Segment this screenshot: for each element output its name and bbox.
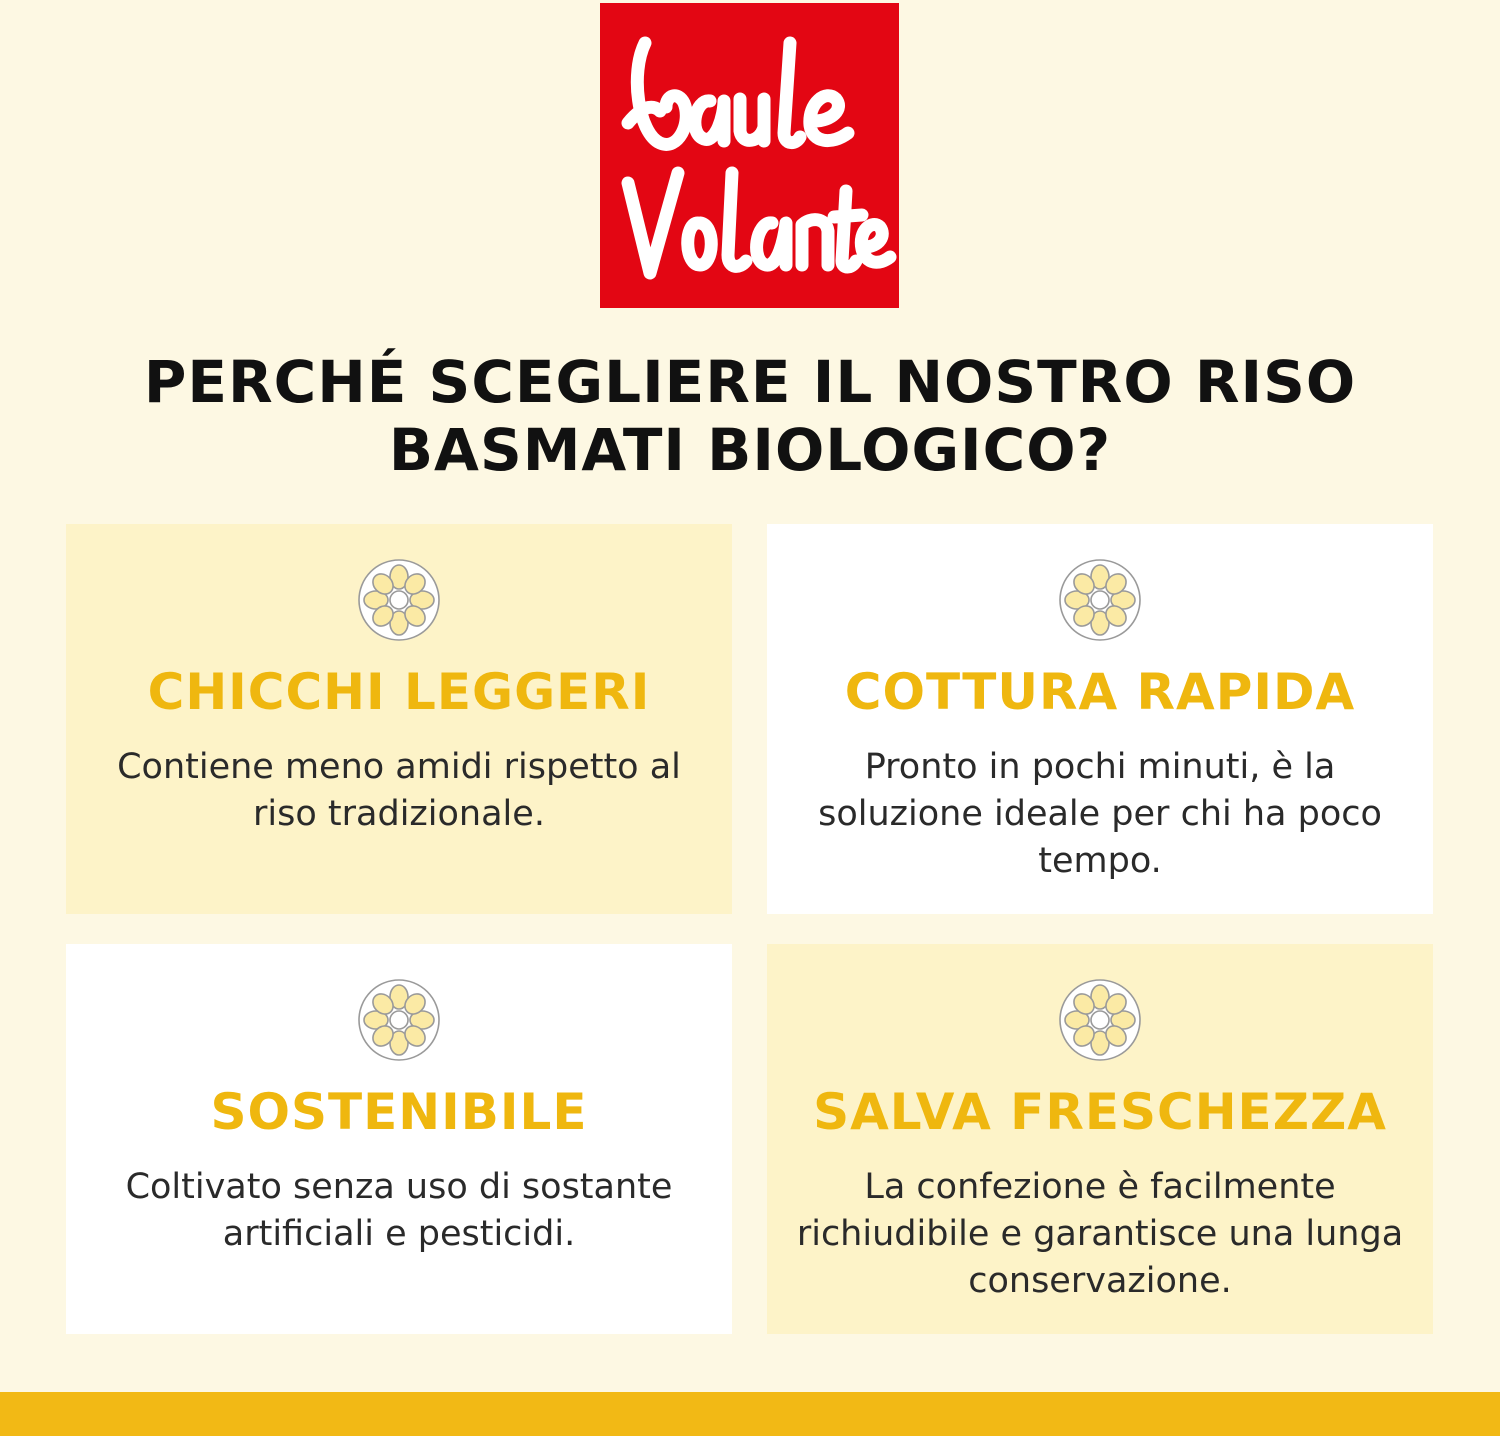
rice-flower-icon bbox=[357, 978, 441, 1062]
feature-card-cottura-rapida bbox=[767, 524, 1433, 914]
feature-description: La confezione è facilmente richiudibile e garantisce una lunga conservazione. bbox=[796, 1167, 1404, 1301]
bottom-accent-bar bbox=[0, 1392, 1500, 1436]
feature-title: SOSTENIBILE bbox=[210, 1083, 588, 1141]
feature-description: Contiene meno amidi rispetto al riso tradizionale. bbox=[117, 747, 681, 834]
rice-flower-icon bbox=[1058, 978, 1142, 1062]
page-title-line1: PERCHÉ SCEGLIERE IL NOSTRO RISO bbox=[143, 348, 1357, 416]
feature-title: CHICCHI LEGGERI bbox=[147, 663, 651, 721]
brand-logo bbox=[600, 3, 899, 308]
feature-card-sostenibile bbox=[66, 944, 732, 1334]
feature-description: Pronto in pochi minuti, è la soluzione ideale per chi ha poco tempo. bbox=[818, 747, 1382, 881]
rice-flower-icon bbox=[1058, 558, 1142, 642]
brand-logo-lettering bbox=[600, 3, 899, 308]
page-title bbox=[0, 348, 1500, 484]
feature-title: COTTURA RAPIDA bbox=[844, 663, 1356, 721]
rice-flower-icon bbox=[357, 558, 441, 642]
page-title-line2: BASMATI BIOLOGICO? bbox=[388, 416, 1112, 484]
feature-card-chicchi-leggeri bbox=[66, 524, 732, 914]
feature-title: SALVA FRESCHEZZA bbox=[813, 1083, 1387, 1141]
feature-card-salva-freschezza bbox=[767, 944, 1433, 1334]
feature-description: Coltivato senza uso di sostante artificiali e pesticidi. bbox=[125, 1167, 673, 1254]
